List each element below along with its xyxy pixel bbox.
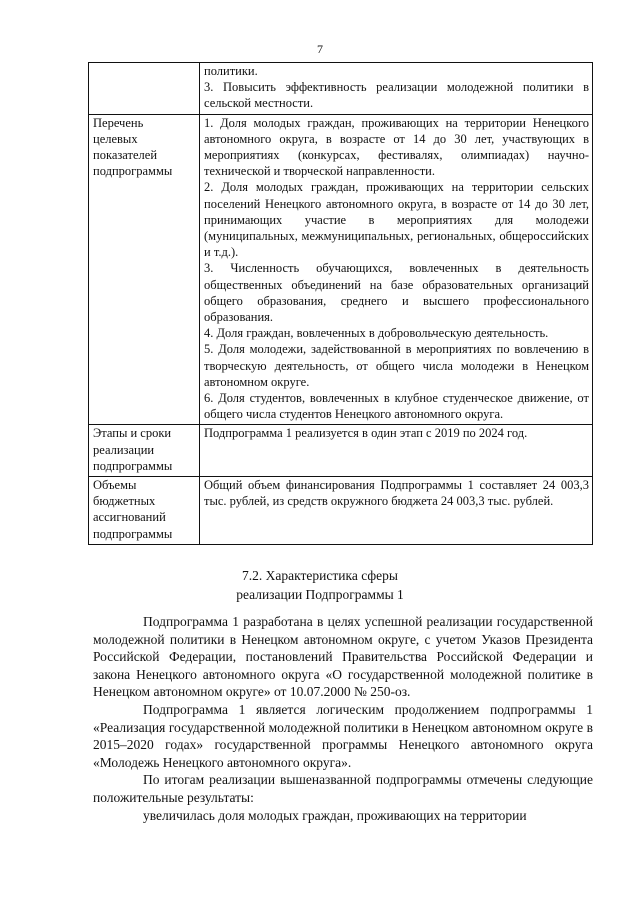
- content-line: 3. Повысить эффективность реализации молодежной политики в сельской местности.: [204, 80, 589, 111]
- indicator-item: 1. Доля молодых граждан, проживающих на территории Ненецкого автономного округа, в возрасте от 14 до 30 лет, участвующих в мероприятиях (конкурсах, фестивалях, олимпиадах) научно-технической и творческой направленности.: [204, 115, 589, 179]
- table-row-budget: [89, 477, 593, 545]
- row-label: [89, 477, 200, 545]
- row-content: [200, 425, 593, 477]
- label-line: реализации: [93, 442, 155, 457]
- content-line: Подпрограмма 1 реализуется в один этап с 2019 по 2024 год.: [204, 426, 528, 441]
- label-line: Этапы и сроки: [93, 426, 172, 441]
- paragraph: По итогам реализации вышеназванной подпрограммы отмечены следующие положительные результаты:: [93, 772, 593, 805]
- indicator-item: 3. Численность обучающихся, вовлеченных в деятельность общественных объединений на базе образовательных организаций общего образования, среднего и высшего профессионального образования.: [204, 261, 589, 325]
- indicator-item: 4. Доля граждан, вовлеченных в добровольческую деятельность.: [204, 326, 549, 341]
- label-line: подпрограммы: [93, 526, 173, 541]
- row-content: [200, 114, 593, 425]
- row-label: [89, 114, 200, 425]
- row-label: [89, 425, 200, 477]
- content-line: Общий объем финансирования Подпрограммы 1 составляет 24 003,3 тыс. рублей, из средств окружного бюджета 24 003,3 тыс. рублей.: [204, 478, 589, 509]
- label-line: Объемы: [93, 478, 137, 493]
- section-heading-line: реализации Подпрограммы 1: [236, 587, 404, 602]
- indicator-item: 6. Доля студентов, вовлеченных в клубное студенческое движение, от общего числа студентов Ненецкого автономного округа.: [204, 391, 589, 422]
- label-line: подпрограммы: [93, 164, 173, 179]
- table-row-goals-continued: [89, 63, 593, 115]
- label-line: целевых: [93, 131, 138, 146]
- page-number: 7: [317, 42, 323, 56]
- section-heading-line: 7.2. Характеристика сферы: [242, 568, 398, 583]
- label-line: показателей: [93, 148, 158, 163]
- table-row-stages: [89, 425, 593, 477]
- indicator-item: 5. Доля молодежи, задействованной в мероприятиях по вовлечению в творческую деятельность, от общего числа молодежи в Ненецком автономном округе.: [204, 342, 589, 389]
- paragraph: Подпрограмма 1 разработана в целях успешной реализации государственной молодежной политики в Ненецком автономном округе, с учетом Указов Президента Российской Федерации, постановлений Правительства Российской Федерации и закона Ненецкого автономного округа «О государственной молодежной политике в Ненецком автономном округе» от 10.07.2000 № 250-оз.: [93, 614, 593, 700]
- paragraph: увеличилась доля молодых граждан, проживающих на территории: [143, 807, 527, 823]
- label-line: Перечень: [93, 115, 144, 130]
- label-line: ассигнований: [93, 510, 166, 525]
- label-line: подпрограммы: [93, 458, 173, 473]
- paragraph: Подпрограмма 1 является логическим продолжением подпрограммы 1 «Реализация государственной молодежной политики в Ненецком автономном округе в 2015–2020 годах» государственной программы Ненецкого автономного округа «Молодежь Ненецкого автономного округа».: [93, 701, 593, 770]
- content-line: политики.: [204, 64, 258, 78]
- section-heading: [0, 566, 640, 604]
- row-content: [200, 63, 593, 115]
- row-content: [200, 477, 593, 545]
- table-row-target-indicators: [89, 114, 593, 425]
- label-line: бюджетных: [93, 494, 156, 509]
- body-text: [93, 613, 593, 824]
- row-label: [89, 63, 200, 115]
- indicator-item: 2. Доля молодых граждан, проживающих на территории сельских поселений Ненецкого автономного округа, в возрасте от 14 до 30 лет, принимающих участие в мероприятиях для молодежи (муниципальных, межмуниципальных, региональных, общероссийских и т.д.).: [204, 180, 589, 260]
- subprogram-passport-table: [88, 62, 593, 545]
